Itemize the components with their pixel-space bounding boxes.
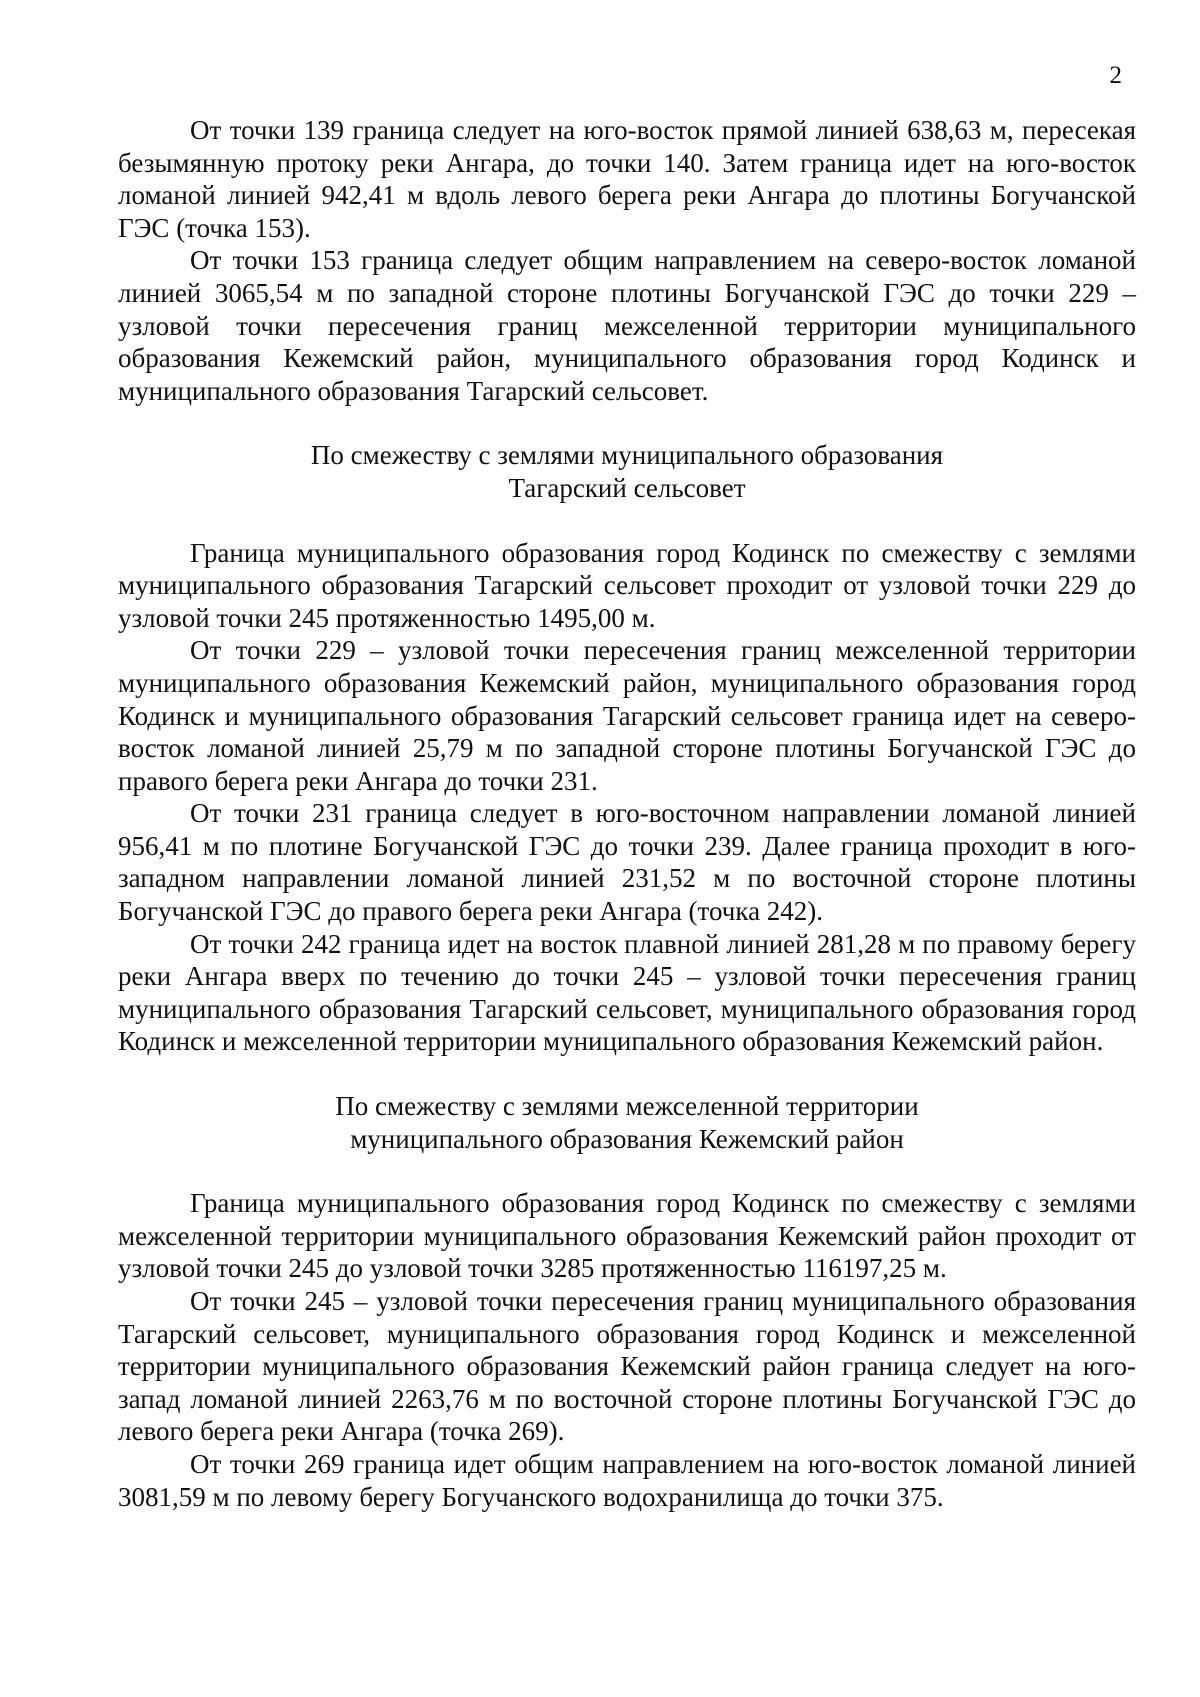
paragraph: От точки 229 – узловой точки пересечения границ межселенной территории муниципального образования Кежемский район, муниципального образования город Кодинск и муниципального образования Тагарский сельсовет граница идет на северо-восток ломаной линией 25,79 м по западной стороне плотины Богучанской ГЭС до правого берега реки Ангара до точки 231. — [118, 635, 1136, 796]
document-body — [118, 114, 1136, 1513]
paragraph: От точки 245 – узловой точки пересечения границ муниципального образования Тагарский сельсовет, муниципального образования город Кодинск и межселенной территории муниципального образования Кежемский район граница следует на юго-запад ломаной линией 2263,76 м по восточной стороне плотины Богучанской ГЭС до левого берега реки Ангара (точка 269). — [118, 1286, 1136, 1447]
section-heading-line: По смежеству с землями муниципального образования — [310, 440, 944, 471]
section-heading — [118, 439, 1136, 504]
section-heading-line: По смежеству с землями межселенной территории — [335, 1091, 919, 1122]
paragraph: От точки 153 граница следует общим направлением на северо-восток ломаной линией 3065,54 м по западной стороне плотины Богучанской ГЭС до точки 229 – узловой точки пересечения границ межселенной территории муниципального образования Кежемский район, муниципального образования город Кодинск и муниципального образования Тагарский сельсовет. — [118, 245, 1136, 406]
page-number: 2 — [1109, 62, 1122, 89]
paragraph: От точки 231 граница следует в юго-восточном направлении ломаной линией 956,41 м по плотине Богучанской ГЭС до точки 239. Далее граница проходит в юго-западном направлении ломаной линией 231,52 м по восточной стороне плотины Богучанской ГЭС до правого берега реки Ангара (точка 242). — [118, 798, 1136, 927]
paragraph: Граница муниципального образования город Кодинск по смежеству с землями межселенной территории муниципального образования Кежемский район проходит от узловой точки 245 до узловой точки 3285 протяженностью 116197,25 м. — [118, 1188, 1136, 1284]
section-heading-line: муниципального образования Кежемский район — [350, 1123, 904, 1154]
paragraph: От точки 269 граница идет общим направлением на юго-восток ломаной линией 3081,59 м по левому берегу Богучанского водохранилища до точки 375. — [118, 1448, 1136, 1512]
section-heading-line: Тагарский сельсовет — [508, 472, 746, 503]
section-heading — [118, 1090, 1136, 1155]
paragraph: Граница муниципального образования город Кодинск по смежеству с землями муниципального образования Тагарский сельсовет проходит от узловой точки 229 до узловой точки 245 протяженностью 1495,00 м. — [118, 537, 1136, 633]
paragraph: От точки 139 граница следует на юго-восток прямой линией 638,63 м, пересекая безымянную протоку реки Ангара, до точки 140. Затем граница идет на юго-восток ломаной линией 942,41 м вдоль левого берега реки Ангара до плотины Богучанской ГЭС (точка 153). — [118, 115, 1136, 243]
paragraph: От точки 242 граница идет на восток плавной линией 281,28 м по правому берегу реки Ангара вверх по течению до точки 245 – узловой точки пересечения границ муниципального образования Тагарский сельсовет, муниципального образования город Кодинск и межселенной территории муниципального образования Кежемский район. — [118, 928, 1136, 1057]
